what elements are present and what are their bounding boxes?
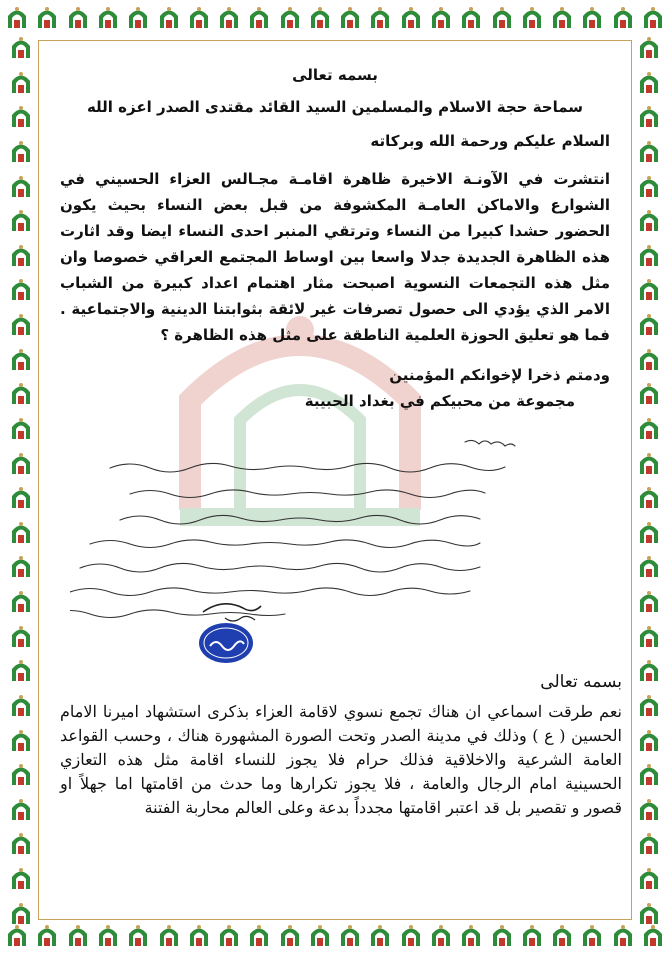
border-ornament bbox=[97, 4, 119, 30]
official-stamp bbox=[196, 620, 256, 666]
border-ornament bbox=[10, 103, 32, 129]
border-ornament bbox=[127, 922, 149, 948]
border-ornament bbox=[612, 922, 634, 948]
border-right bbox=[634, 34, 664, 926]
border-ornament bbox=[638, 450, 660, 476]
border-ornament bbox=[638, 588, 660, 614]
border-ornament bbox=[10, 173, 32, 199]
letter-closing: ودمتم ذخرا لإخوانكم المؤمنين bbox=[389, 366, 610, 384]
border-ornament bbox=[10, 276, 32, 302]
border-ornament bbox=[127, 4, 149, 30]
border-ornament bbox=[6, 922, 28, 948]
border-ornament bbox=[10, 865, 32, 891]
border-ornament bbox=[638, 657, 660, 683]
border-ornament bbox=[638, 311, 660, 337]
reply-basmala: بسمه تعالى bbox=[540, 672, 622, 692]
border-ornament bbox=[638, 138, 660, 164]
border-ornament bbox=[10, 830, 32, 856]
border-ornament bbox=[430, 4, 452, 30]
border-ornament bbox=[6, 4, 28, 30]
border-ornament bbox=[638, 415, 660, 441]
border-ornament bbox=[10, 657, 32, 683]
border-ornament bbox=[10, 484, 32, 510]
border-ornament bbox=[10, 346, 32, 372]
letter-addressee: سماحة حجة الاسلام والمسلمين السيد القائد مقتدى الصدر اعزه الله bbox=[86, 98, 584, 116]
letter-signature: مجموعة من محبيكم في بغداد الحبيبة bbox=[304, 392, 575, 410]
border-ornament bbox=[10, 138, 32, 164]
border-left bbox=[6, 34, 36, 926]
border-ornament bbox=[10, 242, 32, 268]
border-ornament bbox=[638, 34, 660, 60]
border-ornament bbox=[279, 922, 301, 948]
border-ornament bbox=[638, 242, 660, 268]
border-ornament bbox=[10, 727, 32, 753]
border-ornament bbox=[10, 69, 32, 95]
letter-body: انتشرت في الآونـة الاخيرة ظاهرة اقامـة مجـالس العزاء الحسيني في الشوارع والاماكن العامـة المكشوفة من قبل بعض النساء بحيث يكون الحضور حشدا كبيرا من النساء وترتقي المنبر احدى النساء ايضا وقد اثارت هذه الظاهرة الجديدة جدلا واسعا بين اوساط المجتمع العراقي خصوصا وان مثل هذه التجمعات النسوية اصبحت مثار اهتمام اعداد كبيرة من الشباب الامر الذي يؤدي الى حصول تصرفات غير لائقة بثوابتنا الدينية والاجتماعية . فما هو تعليق الحوزة العلمية الناطقة على مثل هذه الظاهرة ؟ bbox=[60, 170, 610, 344]
border-ornament bbox=[67, 922, 89, 948]
border-ornament bbox=[638, 761, 660, 787]
letter-greeting: السلام عليكم ورحمة الله وبركاته bbox=[370, 132, 610, 150]
border-ornament bbox=[638, 484, 660, 510]
border-ornament bbox=[460, 4, 482, 30]
border-ornament bbox=[10, 900, 32, 926]
border-ornament bbox=[10, 761, 32, 787]
border-ornament bbox=[188, 922, 210, 948]
border-ornament bbox=[309, 922, 331, 948]
border-ornament bbox=[339, 4, 361, 30]
border-ornament bbox=[612, 4, 634, 30]
border-top bbox=[0, 4, 670, 38]
border-ornament bbox=[642, 4, 664, 30]
border-ornament bbox=[638, 276, 660, 302]
border-ornament bbox=[491, 4, 513, 30]
border-ornament bbox=[551, 922, 573, 948]
border-ornament bbox=[10, 34, 32, 60]
question-letter bbox=[60, 58, 610, 410]
letter-basmala: بسمه تعالى bbox=[292, 66, 378, 84]
border-ornament bbox=[638, 830, 660, 856]
border-ornament bbox=[10, 553, 32, 579]
border-ornament bbox=[10, 692, 32, 718]
border-ornament bbox=[10, 311, 32, 337]
border-ornament bbox=[638, 727, 660, 753]
border-ornament bbox=[460, 922, 482, 948]
border-ornament bbox=[642, 922, 664, 948]
border-ornament bbox=[10, 415, 32, 441]
border-ornament bbox=[638, 103, 660, 129]
border-ornament bbox=[97, 922, 119, 948]
border-ornament bbox=[369, 922, 391, 948]
border-ornament bbox=[279, 4, 301, 30]
border-ornament bbox=[638, 519, 660, 545]
border-ornament bbox=[369, 4, 391, 30]
border-ornament bbox=[400, 922, 422, 948]
border-bottom bbox=[0, 922, 670, 956]
border-ornament bbox=[400, 4, 422, 30]
border-ornament bbox=[638, 623, 660, 649]
border-ornament bbox=[638, 553, 660, 579]
border-ornament bbox=[581, 922, 603, 948]
border-ornament bbox=[10, 450, 32, 476]
border-ornament bbox=[36, 4, 58, 30]
border-ornament bbox=[551, 4, 573, 30]
border-ornament bbox=[158, 922, 180, 948]
border-ornament bbox=[248, 4, 270, 30]
border-ornament bbox=[67, 4, 89, 30]
border-ornament bbox=[10, 796, 32, 822]
border-ornament bbox=[10, 588, 32, 614]
border-ornament bbox=[638, 346, 660, 372]
border-ornament bbox=[581, 4, 603, 30]
typed-reply bbox=[60, 672, 622, 820]
border-ornament bbox=[638, 796, 660, 822]
border-ornament bbox=[158, 4, 180, 30]
border-ornament bbox=[521, 4, 543, 30]
border-ornament bbox=[430, 922, 452, 948]
border-ornament bbox=[638, 692, 660, 718]
handwritten-reply bbox=[70, 432, 540, 632]
border-ornament bbox=[638, 207, 660, 233]
reply-body: نعم طرقت اسماعي ان هناك تجمع نسوي لاقامة العزاء بذكرى استشهاد اميرنا الامام الحسين ( ع ) وذلك في مدينة الصدر وتحت الصورة المشهورة هناك ، وحسب القواعد العامة الشرعية والاخلاقية فذلك حرام فلا يجوز للنساء اقامة مثل هذه التعازي الحسينية امام الرجال والعامة ، فلا يجوز تكرارها وما حدث من اقامتها اما جهلاً او قصور و تقصير بل قد اعتبر اقامتها مجدداً بدعة وعلى العالم محاربة الفتنة bbox=[60, 702, 622, 817]
border-ornament bbox=[491, 922, 513, 948]
border-ornament bbox=[638, 900, 660, 926]
border-ornament bbox=[638, 69, 660, 95]
border-ornament bbox=[188, 4, 210, 30]
border-ornament bbox=[638, 865, 660, 891]
border-ornament bbox=[521, 922, 543, 948]
border-ornament bbox=[248, 922, 270, 948]
border-ornament bbox=[638, 380, 660, 406]
border-ornament bbox=[10, 623, 32, 649]
border-ornament bbox=[218, 922, 240, 948]
border-ornament bbox=[10, 519, 32, 545]
border-ornament bbox=[10, 380, 32, 406]
border-ornament bbox=[218, 4, 240, 30]
border-ornament bbox=[638, 173, 660, 199]
border-ornament bbox=[309, 4, 331, 30]
border-ornament bbox=[10, 207, 32, 233]
border-ornament bbox=[36, 922, 58, 948]
border-ornament bbox=[339, 922, 361, 948]
